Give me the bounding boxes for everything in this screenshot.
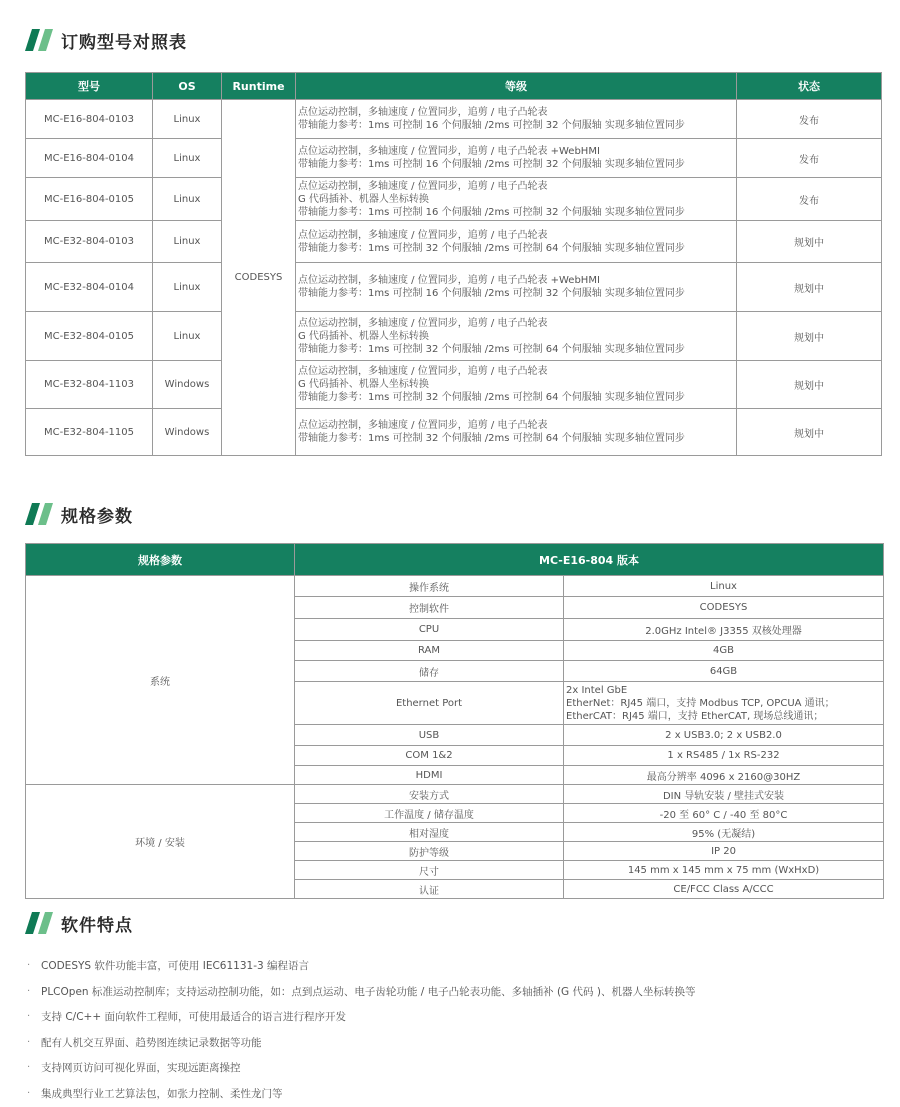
order-table-header <box>26 73 882 100</box>
spec-value-line: 2.0GHz Intel® J3355 双核处理器 <box>645 626 802 637</box>
feature-text: 支持 C/C++ 面向软件工程师，可使用最适合的语言进行程序开发 <box>41 1011 346 1024</box>
level-line: 点位运动控制，多轴速度 / 位置同步，追剪 / 电子凸轮表 <box>298 107 548 118</box>
spec-param-cell: HDMI <box>295 766 564 785</box>
level-line: 点位运动控制，多轴速度 / 位置同步，追剪 / 电子凸轮表 <box>298 366 548 377</box>
status-cell: 发布 <box>737 100 882 139</box>
order-row <box>26 312 882 361</box>
spec-param-cell: 防护等级 <box>295 842 564 861</box>
feature-text: 支持网页访问可视化界面，实现远距离操控 <box>41 1062 241 1075</box>
feature-item <box>27 953 695 979</box>
spec-row <box>26 576 884 597</box>
os-cell: Linux <box>153 100 222 139</box>
feature-text: 配有人机交互界面、趋势图连续记录数据等功能 <box>41 1036 262 1049</box>
level-line: G 代码插补、机器人坐标转换 <box>298 379 429 390</box>
level-line: G 代码插补、机器人坐标转换 <box>298 193 429 205</box>
spec-param-cell: CPU <box>295 619 564 641</box>
order-row <box>26 100 882 139</box>
section-slash-icon <box>25 912 53 934</box>
bullet-dot: · <box>27 1087 31 1099</box>
spec-value-cell <box>564 823 884 842</box>
level-line: 点位运动控制，多轴速度 / 位置同步，追剪 / 电子凸轮表 +WebHMI <box>298 146 600 157</box>
runtime-cell: CODESYS <box>222 100 296 456</box>
bullet-dot: · <box>27 1011 31 1023</box>
level-cell <box>296 263 737 312</box>
level-cell <box>296 139 737 178</box>
spec-value-line: EtherNet：RJ45 端口，支持 Modbus TCP, OPCUA 通讯； <box>566 697 835 709</box>
spec-value-line: EtherCAT：RJ45 端口，支持 EtherCAT, 现场总线通讯； <box>566 710 824 722</box>
level-cell <box>296 312 737 361</box>
spec-param-cell: USB <box>295 725 564 746</box>
level-line: 带轴能力参考：1ms 可控制 16 个伺服轴 /2ms 可控制 32 个伺服轴 实现多轴位置同步 <box>298 206 685 218</box>
model-cell: MC-E32-804-0103 <box>26 221 153 263</box>
section-slash-icon <box>25 29 53 51</box>
status-cell: 规划中 <box>737 263 882 312</box>
spec-row <box>26 785 884 804</box>
os-cell: Linux <box>153 178 222 221</box>
status-cell: 发布 <box>737 139 882 178</box>
header-spec-version: MC-E16-804 版本 <box>295 544 884 576</box>
level-cell <box>296 221 737 263</box>
bullet-dot: · <box>27 960 31 972</box>
spec-param-cell: 尺寸 <box>295 861 564 880</box>
spec-value-cell <box>564 785 884 804</box>
feature-item <box>27 1055 695 1081</box>
os-cell: Linux <box>153 139 222 178</box>
spec-value-line: DIN 导轨安装 / 壁挂式安装 <box>662 790 785 802</box>
feature-text: PLCOpen 标准运动控制库；支持运动控制功能，如：点到点运动、电子齿轮功能 / 电子凸轮表功能、多轴插补 (G 代码 )、机器人坐标转换等 <box>41 985 696 998</box>
order-row <box>26 263 882 312</box>
status-cell: 发布 <box>737 178 882 221</box>
header-os: OS <box>153 73 222 100</box>
status-cell: 规划中 <box>737 312 882 361</box>
spec-value-cell <box>564 576 884 597</box>
os-cell: Linux <box>153 221 222 263</box>
model-cell: MC-E32-804-0104 <box>26 263 153 312</box>
spec-value-cell <box>564 597 884 619</box>
spec-value-cell <box>564 746 884 766</box>
bullet-dot: · <box>27 1036 31 1048</box>
header-model: 型号 <box>26 73 153 100</box>
order-row <box>26 409 882 456</box>
spec-param-cell: Ethernet Port <box>295 682 564 725</box>
feature-item <box>27 1004 695 1030</box>
spec-value-cell <box>564 619 884 641</box>
spec-value-cell <box>564 766 884 785</box>
spec-value-cell <box>564 804 884 823</box>
model-cell: MC-E32-804-0105 <box>26 312 153 361</box>
features-section-title <box>25 911 133 935</box>
order-section-title <box>25 28 187 52</box>
level-line: 点位运动控制，多轴速度 / 位置同步，追剪 / 电子凸轮表 <box>298 317 548 329</box>
bullet-dot: · <box>27 1062 31 1074</box>
spec-value-line: 95% (无凝结) <box>691 828 756 840</box>
spec-param-cell: 操作系统 <box>295 576 564 597</box>
level-cell <box>296 178 737 221</box>
model-cell: MC-E16-804-0104 <box>26 139 153 178</box>
model-cell: MC-E16-804-0105 <box>26 178 153 221</box>
status-cell: 规划中 <box>737 221 882 263</box>
status-cell: 规划中 <box>737 361 882 409</box>
model-cell: MC-E32-804-1103 <box>26 361 153 409</box>
spec-param-cell: 安装方式 <box>295 785 564 804</box>
feature-text: 集成典型行业工艺算法包，如张力控制、柔性龙门等 <box>41 1087 283 1100</box>
spec-param-cell: COM 1&2 <box>295 746 564 766</box>
header-level: 等级 <box>296 73 737 100</box>
order-row <box>26 178 882 221</box>
spec-value-cell <box>564 842 884 861</box>
bullet-dot: · <box>27 985 31 997</box>
spec-value-cell <box>564 861 884 880</box>
spec-value-line: Linux <box>710 580 737 592</box>
spec-value-line: 64GB <box>709 665 738 677</box>
os-cell: Windows <box>153 361 222 409</box>
order-row <box>26 221 882 263</box>
spec-param-cell: RAM <box>295 641 564 661</box>
level-cell <box>296 409 737 456</box>
os-cell: Linux <box>153 263 222 312</box>
spec-value-line: 最高分辨率 4096 x 2160@30HZ <box>646 771 801 783</box>
spec-value-cell <box>564 682 884 725</box>
feature-item <box>27 979 695 1005</box>
status-cell: 规划中 <box>737 409 882 456</box>
spec-value-line: 4GB <box>713 645 734 656</box>
feature-text: CODESYS 软件功能丰富，可使用 IEC61131-3 编程语言 <box>41 960 310 973</box>
feature-list <box>27 953 695 1106</box>
level-line: 带轴能力参考：1ms 可控制 16 个伺服轴 /2ms 可控制 32 个伺服轴 实现多轴位置同步 <box>298 288 685 299</box>
spec-value-line: 145 mm x 145 mm x 75 mm (WxHxD) <box>627 864 820 876</box>
level-line: 点位运动控制，多轴速度 / 位置同步，追剪 / 电子凸轮表 +WebHMI <box>298 275 600 286</box>
level-line: 点位运动控制，多轴速度 / 位置同步，追剪 / 电子凸轮表 <box>298 420 548 431</box>
header-status: 状态 <box>737 73 882 100</box>
spec-section-title <box>25 502 133 526</box>
order-table <box>25 72 882 456</box>
spec-value-line: -20 至 60° C / -40 至 80°C <box>659 809 788 821</box>
spec-value-line: 2x Intel GbE <box>566 684 628 696</box>
spec-section-title-text: 规格参数 <box>61 506 133 527</box>
spec-value-line: CODESYS <box>699 602 748 613</box>
level-cell <box>296 361 737 409</box>
level-line: 带轴能力参考：1ms 可控制 32 个伺服轴 /2ms 可控制 64 个伺服轴 实现多轴位置同步 <box>298 392 685 403</box>
spec-param-cell: 相对湿度 <box>295 823 564 842</box>
level-line: 带轴能力参考：1ms 可控制 32 个伺服轴 /2ms 可控制 64 个伺服轴 实现多轴位置同步 <box>298 242 685 254</box>
section-slash-icon <box>25 503 53 525</box>
spec-value-cell <box>564 661 884 682</box>
spec-param-cell: 储存 <box>295 661 564 682</box>
order-row <box>26 139 882 178</box>
header-runtime: Runtime <box>222 73 296 100</box>
spec-table-header <box>26 544 884 576</box>
level-line: 点位运动控制，多轴速度 / 位置同步，追剪 / 电子凸轮表 <box>298 180 548 192</box>
spec-value-line: 1 x RS485 / 1x RS-232 <box>667 750 780 761</box>
spec-value-cell <box>564 725 884 746</box>
spec-table <box>25 543 884 899</box>
header-spec-param: 规格参数 <box>26 544 295 576</box>
feature-item <box>27 1081 695 1107</box>
spec-param-cell: 认证 <box>295 880 564 899</box>
level-line: 点位运动控制，多轴速度 / 位置同步，追剪 / 电子凸轮表 <box>298 229 548 241</box>
level-line: 带轴能力参考：1ms 可控制 32 个伺服轴 /2ms 可控制 64 个伺服轴 实现多轴位置同步 <box>298 433 685 444</box>
os-cell: Windows <box>153 409 222 456</box>
level-line: 带轴能力参考：1ms 可控制 16 个伺服轴 /2ms 可控制 32 个伺服轴 实现多轴位置同步 <box>298 159 685 170</box>
spec-value-cell <box>564 880 884 899</box>
spec-value-line: CE/FCC Class A/CCC <box>673 883 774 895</box>
order-row <box>26 361 882 409</box>
order-section-title-text: 订购型号对照表 <box>61 32 187 53</box>
model-cell: MC-E16-804-0103 <box>26 100 153 139</box>
model-cell: MC-E32-804-1105 <box>26 409 153 456</box>
spec-value-line: 2 x USB3.0; 2 x USB2.0 <box>665 729 782 741</box>
features-section-title-text: 软件特点 <box>61 915 133 936</box>
spec-value-line: IP 20 <box>711 845 736 857</box>
spec-group-cell: 系统 <box>26 576 295 785</box>
level-line: 带轴能力参考：1ms 可控制 16 个伺服轴 /2ms 可控制 32 个伺服轴 实现多轴位置同步 <box>298 120 685 131</box>
level-cell <box>296 100 737 139</box>
feature-item <box>27 1030 695 1056</box>
level-line: 带轴能力参考：1ms 可控制 32 个伺服轴 /2ms 可控制 64 个伺服轴 实现多轴位置同步 <box>298 343 685 355</box>
os-cell: Linux <box>153 312 222 361</box>
level-line: G 代码插补、机器人坐标转换 <box>298 330 429 342</box>
spec-value-cell <box>564 641 884 661</box>
spec-param-cell: 控制软件 <box>295 597 564 619</box>
spec-param-cell: 工作温度 / 储存温度 <box>295 804 564 823</box>
spec-group-cell: 环境 / 安装 <box>26 785 295 899</box>
